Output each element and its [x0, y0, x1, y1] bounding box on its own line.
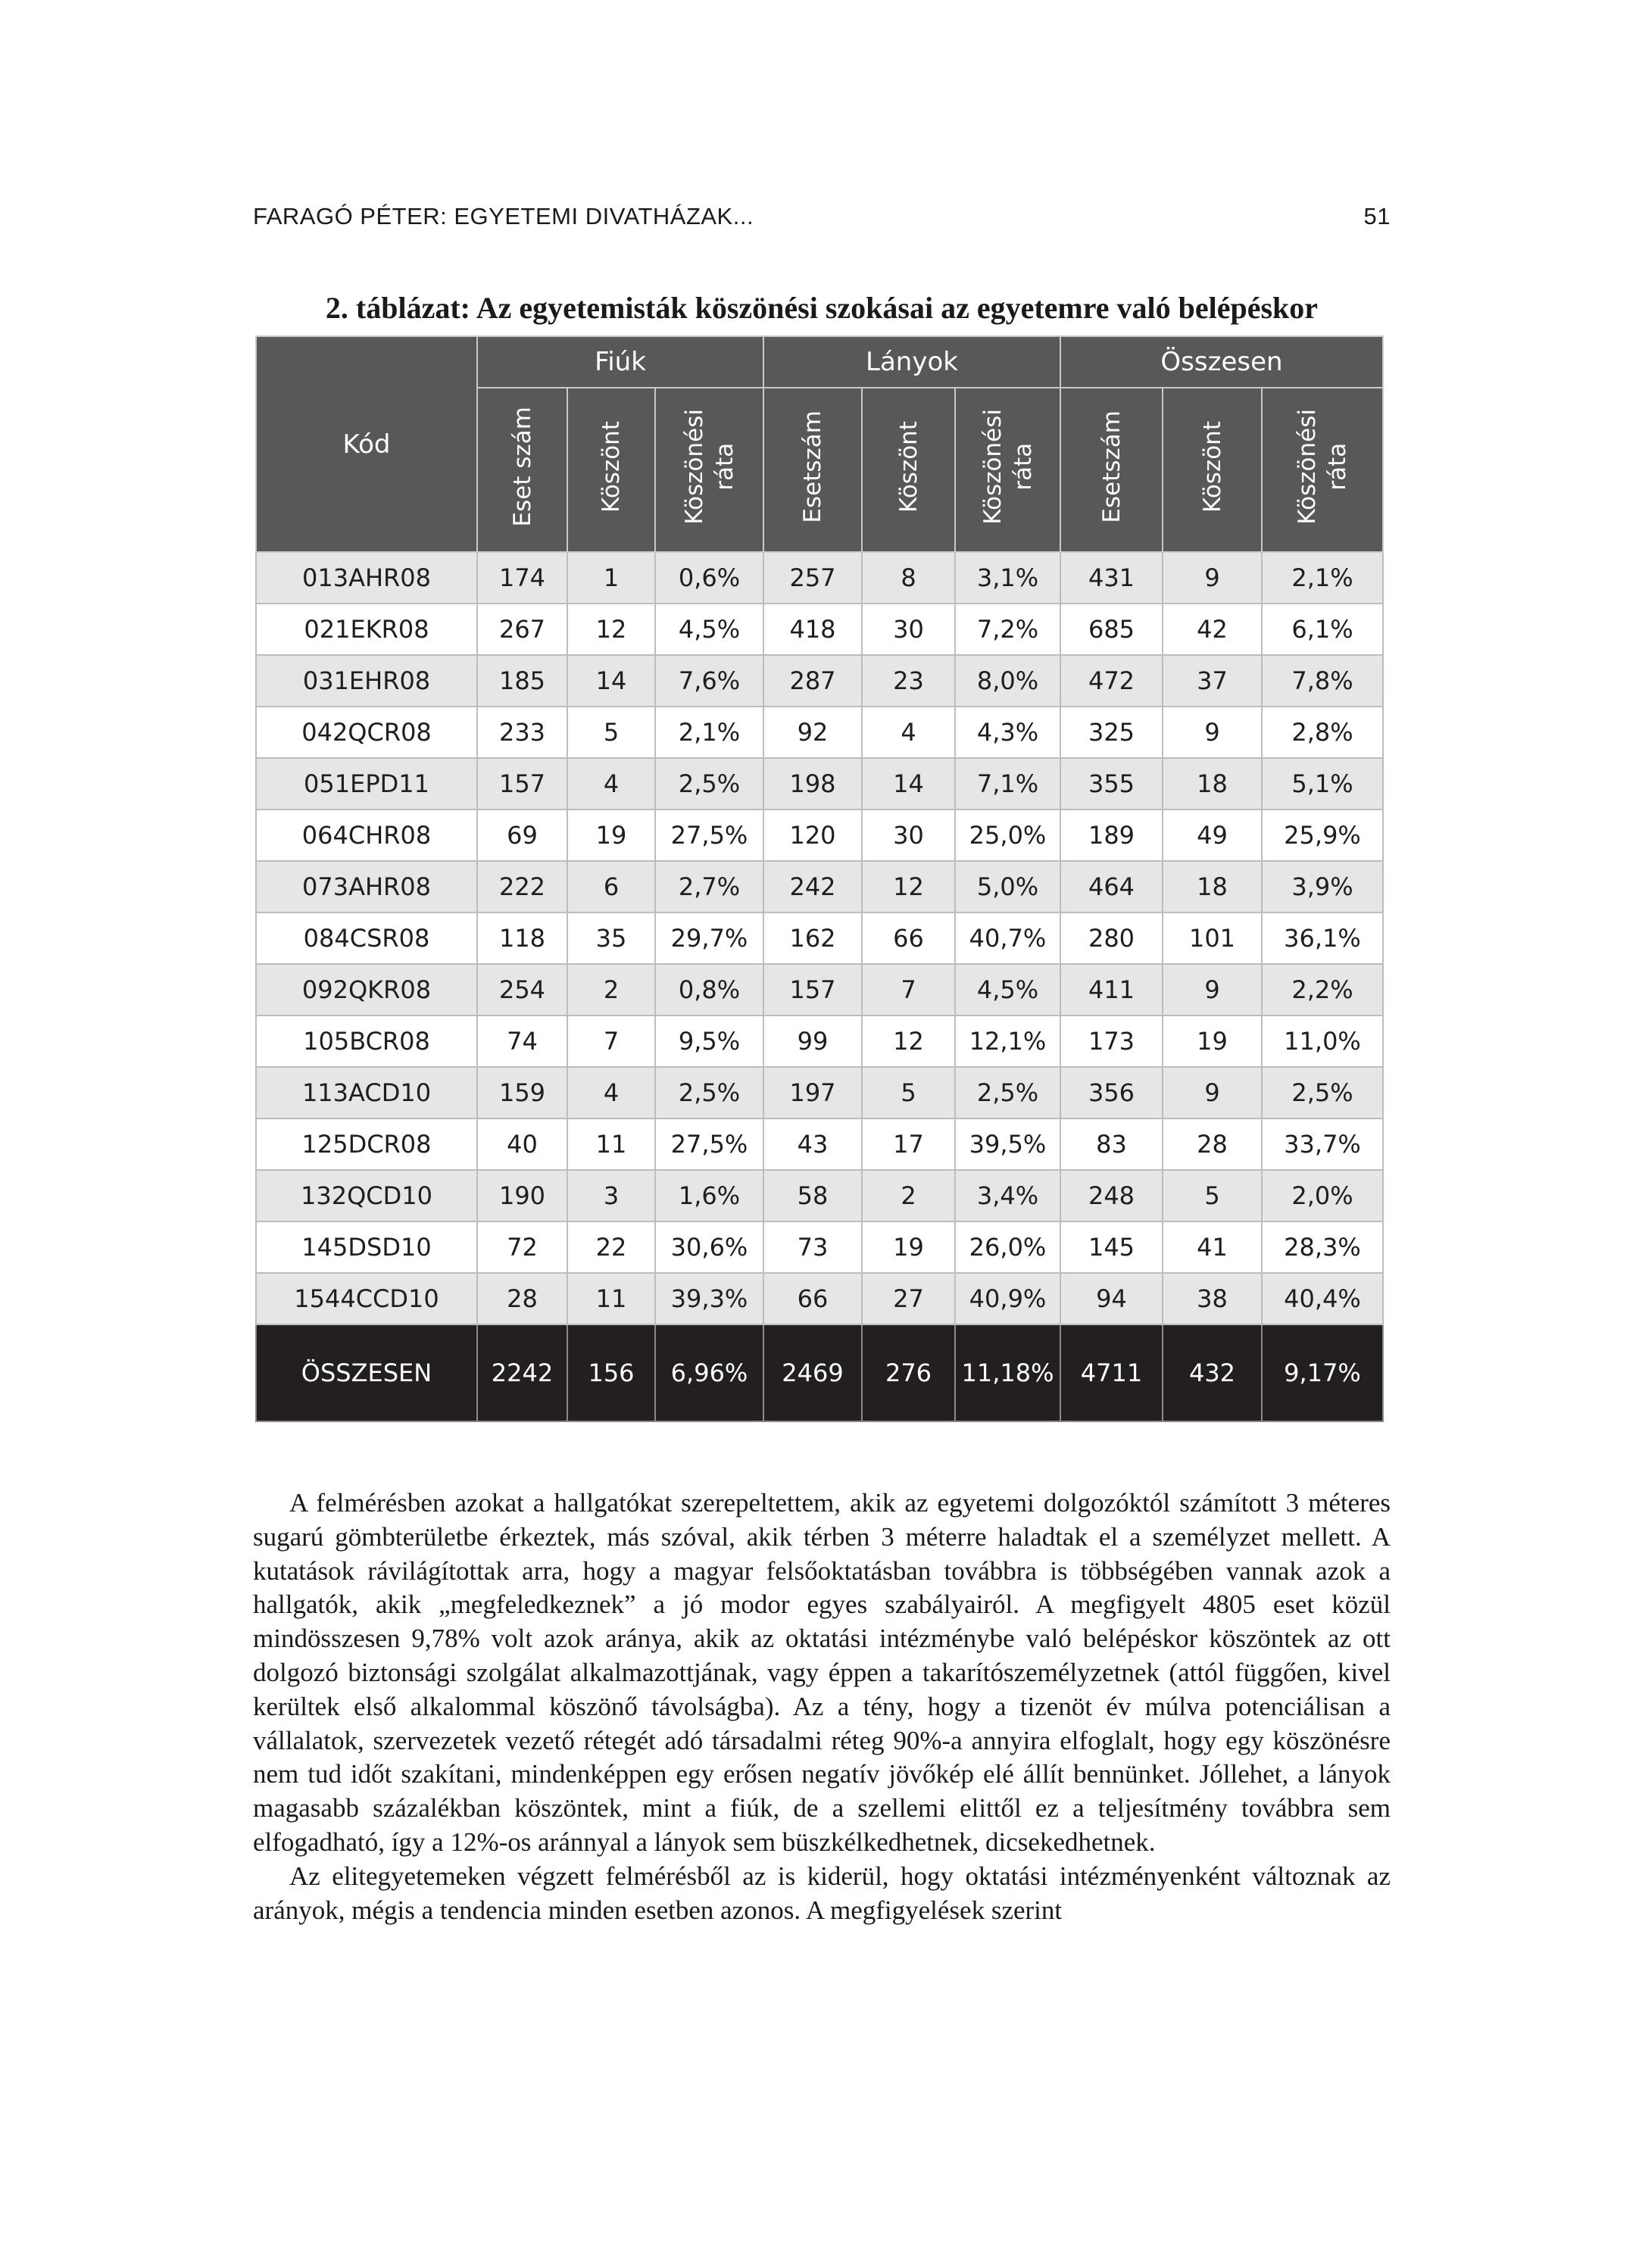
table-cell: 2,5% [1262, 1067, 1383, 1118]
table-cell: 5,0% [955, 861, 1060, 913]
table-cell: 325 [1060, 707, 1163, 758]
table-cell: 25,9% [1262, 810, 1383, 861]
table-cell: 0,6% [655, 552, 763, 604]
table-cell: 41 [1163, 1221, 1262, 1273]
table-cell: 254 [477, 964, 567, 1015]
table-cell: 9 [1163, 552, 1262, 604]
table-cell: 6,1% [1262, 604, 1383, 655]
table-cell: 8 [862, 552, 955, 604]
table-row [256, 861, 1383, 913]
table-cell: 12,1% [955, 1015, 1060, 1067]
row-code-cell: 105BCR08 [256, 1015, 477, 1067]
table-cell: 3,9% [1262, 861, 1383, 913]
table-cell: 157 [763, 964, 862, 1015]
table-cell: 43 [763, 1118, 862, 1170]
table-cell: 18 [1163, 758, 1262, 810]
table-cell: 9 [1163, 707, 1262, 758]
table-cell: 2,5% [655, 758, 763, 810]
subheader-label: Köszönési ráta [979, 408, 1037, 525]
table-cell: 0,8% [655, 964, 763, 1015]
table-cell: 120 [763, 810, 862, 861]
table-cell: 157 [477, 758, 567, 810]
table-cell: 3,1% [955, 552, 1060, 604]
table-cell: 287 [763, 655, 862, 707]
table-cell: 40,7% [955, 913, 1060, 964]
subheader-cell [655, 388, 763, 552]
table-cell: 257 [763, 552, 862, 604]
table-cell: 8,0% [955, 655, 1060, 707]
table-cell: 7,8% [1262, 655, 1383, 707]
row-code-cell: 092QKR08 [256, 964, 477, 1015]
table-cell: 38 [1163, 1273, 1262, 1324]
table-cell: 222 [477, 861, 567, 913]
table-cell: 9 [1163, 964, 1262, 1015]
table-cell: 464 [1060, 861, 1163, 913]
table-cell: 4,5% [655, 604, 763, 655]
table-cell: 14 [862, 758, 955, 810]
subheader-label: Köszönési ráta [680, 408, 738, 525]
table-row [256, 1221, 1383, 1273]
table-cell: 17 [862, 1118, 955, 1170]
total-cell: 4711 [1060, 1324, 1163, 1421]
table-cell: 355 [1060, 758, 1163, 810]
table-cell: 83 [1060, 1118, 1163, 1170]
table-cell: 27 [862, 1273, 955, 1324]
table-cell: 2,5% [955, 1067, 1060, 1118]
table-cell: 685 [1060, 604, 1163, 655]
table-cell: 12 [862, 1015, 955, 1067]
table-cell: 73 [763, 1221, 862, 1273]
table-row [256, 1118, 1383, 1170]
table-cell: 2,0% [1262, 1170, 1383, 1221]
row-code-cell: 113ACD10 [256, 1067, 477, 1118]
total-row [256, 1324, 1383, 1421]
table-cell: 72 [477, 1221, 567, 1273]
subheader-cell [477, 388, 567, 552]
table-cell: 198 [763, 758, 862, 810]
table-cell: 28 [1163, 1118, 1262, 1170]
table-cell: 99 [763, 1015, 862, 1067]
table-cell: 5 [862, 1067, 955, 1118]
table-cell: 40,4% [1262, 1273, 1383, 1324]
table-cell: 4 [862, 707, 955, 758]
table-cell: 27,5% [655, 1118, 763, 1170]
table-cell: 189 [1060, 810, 1163, 861]
table-cell: 69 [477, 810, 567, 861]
subheader-label: Köszönési ráta [1294, 408, 1351, 525]
table-row [256, 964, 1383, 1015]
subheader-cell [862, 388, 955, 552]
table-cell: 2 [567, 964, 655, 1015]
table-cell: 159 [477, 1067, 567, 1118]
table-cell: 3 [567, 1170, 655, 1221]
table-cell: 248 [1060, 1170, 1163, 1221]
table-cell: 66 [862, 913, 955, 964]
table-cell: 2,7% [655, 861, 763, 913]
table-cell: 28,3% [1262, 1221, 1383, 1273]
table-cell: 12 [567, 604, 655, 655]
table-row [256, 1170, 1383, 1221]
table-cell: 174 [477, 552, 567, 604]
table-cell: 145 [1060, 1221, 1163, 1273]
total-cell: 432 [1163, 1324, 1262, 1421]
table-cell: 36,1% [1262, 913, 1383, 964]
subheader-cell [1262, 388, 1383, 552]
subheader-label: Eset szám [508, 406, 536, 527]
table-cell: 6 [567, 861, 655, 913]
table-row [256, 1273, 1383, 1324]
table-cell: 431 [1060, 552, 1163, 604]
table-cell: 411 [1060, 964, 1163, 1015]
table-cell: 37 [1163, 655, 1262, 707]
table-cell: 74 [477, 1015, 567, 1067]
table-cell: 19 [567, 810, 655, 861]
group-header-girls: Lányok [763, 336, 1060, 388]
table-row [256, 707, 1383, 758]
page-number: 51 [1363, 203, 1391, 229]
subheader-cell [567, 388, 655, 552]
subheader-label: Köszönt [894, 420, 922, 513]
table-cell: 49 [1163, 810, 1262, 861]
subheader-label: Esetszám [799, 410, 826, 523]
table-cell: 39,3% [655, 1273, 763, 1324]
table-cell: 29,7% [655, 913, 763, 964]
greeting-habits-table [255, 335, 1384, 1422]
total-cell: 6,96% [655, 1324, 763, 1421]
table-cell: 18 [1163, 861, 1262, 913]
row-code-cell: 125DCR08 [256, 1118, 477, 1170]
group-header-boys: Fiúk [477, 336, 763, 388]
table-cell: 58 [763, 1170, 862, 1221]
table-cell: 190 [477, 1170, 567, 1221]
table-cell: 7,6% [655, 655, 763, 707]
table-cell: 1,6% [655, 1170, 763, 1221]
table-cell: 356 [1060, 1067, 1163, 1118]
total-cell: 9,17% [1262, 1324, 1383, 1421]
subheader-cell [955, 388, 1060, 552]
table-cell: 2,2% [1262, 964, 1383, 1015]
table-row [256, 1067, 1383, 1118]
row-code-cell: 031EHR08 [256, 655, 477, 707]
subheader-cell [1163, 388, 1262, 552]
table-cell: 11 [567, 1273, 655, 1324]
table-cell: 242 [763, 861, 862, 913]
table-cell: 33,7% [1262, 1118, 1383, 1170]
table-cell: 92 [763, 707, 862, 758]
table-cell: 66 [763, 1273, 862, 1324]
table-cell: 42 [1163, 604, 1262, 655]
table-cell: 23 [862, 655, 955, 707]
running-header [253, 203, 1391, 230]
table-cell: 4,5% [955, 964, 1060, 1015]
table-cell: 197 [763, 1067, 862, 1118]
row-code-cell: 132QCD10 [256, 1170, 477, 1221]
table-cell: 5,1% [1262, 758, 1383, 810]
subheader-label: Köszönt [1198, 420, 1226, 513]
row-code-cell: 051EPD11 [256, 758, 477, 810]
total-cell: 2242 [477, 1324, 567, 1421]
total-cell: ÖSSZESEN [256, 1324, 477, 1421]
table-body [256, 552, 1383, 1324]
table-cell: 22 [567, 1221, 655, 1273]
table-caption: 2. táblázat: Az egyetemisták köszönési szokásai az egyetemre való belépéskor [325, 291, 1319, 325]
table-cell: 40,9% [955, 1273, 1060, 1324]
table-cell: 9,5% [655, 1015, 763, 1067]
table-cell: 40 [477, 1118, 567, 1170]
row-code-cell: 013AHR08 [256, 552, 477, 604]
table-cell: 267 [477, 604, 567, 655]
table-row [256, 758, 1383, 810]
table-cell: 26,0% [955, 1221, 1060, 1273]
subheader-cell [763, 388, 862, 552]
row-code-cell: 084CSR08 [256, 913, 477, 964]
table-cell: 28 [477, 1273, 567, 1324]
total-cell: 11,18% [955, 1324, 1060, 1421]
code-header: Kód [256, 336, 477, 552]
subheader-label: Köszönt [598, 420, 625, 513]
table-cell: 2,1% [1262, 552, 1383, 604]
table-cell: 4,3% [955, 707, 1060, 758]
table-cell: 233 [477, 707, 567, 758]
table-cell: 1 [567, 552, 655, 604]
table-cell: 30,6% [655, 1221, 763, 1273]
table-cell: 101 [1163, 913, 1262, 964]
table-cell: 418 [763, 604, 862, 655]
table-row [256, 810, 1383, 861]
table-cell: 7,1% [955, 758, 1060, 810]
group-header-total: Összesen [1060, 336, 1383, 388]
row-code-cell: 021EKR08 [256, 604, 477, 655]
row-code-cell: 064CHR08 [256, 810, 477, 861]
table-cell: 2,8% [1262, 707, 1383, 758]
table-cell: 5 [1163, 1170, 1262, 1221]
table-cell: 11,0% [1262, 1015, 1383, 1067]
table-cell: 30 [862, 604, 955, 655]
table-cell: 2 [862, 1170, 955, 1221]
table-cell: 25,0% [955, 810, 1060, 861]
paragraph: A felmérésben azokat a hallgatókat szerepeltettem, akik az egyetemi dolgozóktól számított 3 méteres sugarú gömbterületbe érkeztek, más szóval, akik térben 3 méterre haladtak el a személyzet mellett. A kutatások rávilágítottak arra, hogy a magyar felsőoktatásban továbbra is többségében vannak azok a hallgatók, akik „megfeledkeznek” a jó modor egyes szabályairól. A megfigyelt 4805 eset közül mindösszesen 9,78% volt azok aránya, akik az oktatási intézménybe való belépéskor köszöntek az ott dolgozó biztonsági szolgálat alkalmazottjának, vagy éppen a takarítószemélyzetnek (attól függően, kivel kerültek első alkalommal köszönő távolságba). Az a tény, hogy a tizenöt év múlva potenciálisan a vállalatok, szervezetek vezető rétegét adó társadalmi réteg 90%-a annyira elfoglalt, hogy egy köszönésre nem tud időt szakítani, mindenképpen egy erősen negatív jövőkép elé állít bennünket. Jóllehet, a lányok magasabb százalékban köszöntek, mint a fiúk, de a szellemi elittől ez a teljesítmény továbbra sem elfogadható, így a 12%-os aránnyal a lányok sem büszkélkedhetnek, dicsekedhetnek. [253, 1488, 1391, 1857]
table-cell: 94 [1060, 1273, 1163, 1324]
table-cell: 27,5% [655, 810, 763, 861]
total-cell: 276 [862, 1324, 955, 1421]
table-cell: 472 [1060, 655, 1163, 707]
row-code-cell: 1544CCD10 [256, 1273, 477, 1324]
table-cell: 9 [1163, 1067, 1262, 1118]
row-code-cell: 042QCR08 [256, 707, 477, 758]
running-title: FARAGÓ PÉTER: EGYETEMI DIVATHÁZAK... [253, 203, 754, 229]
table-cell: 3,4% [955, 1170, 1060, 1221]
table-cell: 7 [862, 964, 955, 1015]
body-text [253, 1487, 1391, 1927]
table-cell: 162 [763, 913, 862, 964]
table-cell: 11 [567, 1118, 655, 1170]
table-cell: 2,5% [655, 1067, 763, 1118]
row-code-cell: 145DSD10 [256, 1221, 477, 1273]
subheader-cell [1060, 388, 1163, 552]
table-cell: 4 [567, 1067, 655, 1118]
table-cell: 39,5% [955, 1118, 1060, 1170]
table-row [256, 913, 1383, 964]
table-cell: 5 [567, 707, 655, 758]
table-cell: 12 [862, 861, 955, 913]
table-row [256, 604, 1383, 655]
table-row [256, 552, 1383, 604]
table-cell: 19 [862, 1221, 955, 1273]
subheader-label: Esetszám [1097, 410, 1125, 523]
table-cell: 14 [567, 655, 655, 707]
table-cell: 4 [567, 758, 655, 810]
table-cell: 173 [1060, 1015, 1163, 1067]
paragraph: Az elitegyetemeken végzett felmérésből az is kiderül, hogy oktatási intézményenként változnak az arányok, mégis a tendencia minden esetben azonos. A megfigyelések szerint [253, 1861, 1391, 1925]
table-cell: 35 [567, 913, 655, 964]
table-cell: 280 [1060, 913, 1163, 964]
table-cell: 30 [862, 810, 955, 861]
row-code-cell: 073AHR08 [256, 861, 477, 913]
table-cell: 7 [567, 1015, 655, 1067]
total-cell: 2469 [763, 1324, 862, 1421]
table-row [256, 655, 1383, 707]
table-cell: 185 [477, 655, 567, 707]
table-row [256, 1015, 1383, 1067]
table-cell: 2,1% [655, 707, 763, 758]
table-cell: 7,2% [955, 604, 1060, 655]
table-cell: 118 [477, 913, 567, 964]
total-cell: 156 [567, 1324, 655, 1421]
table-cell: 19 [1163, 1015, 1262, 1067]
